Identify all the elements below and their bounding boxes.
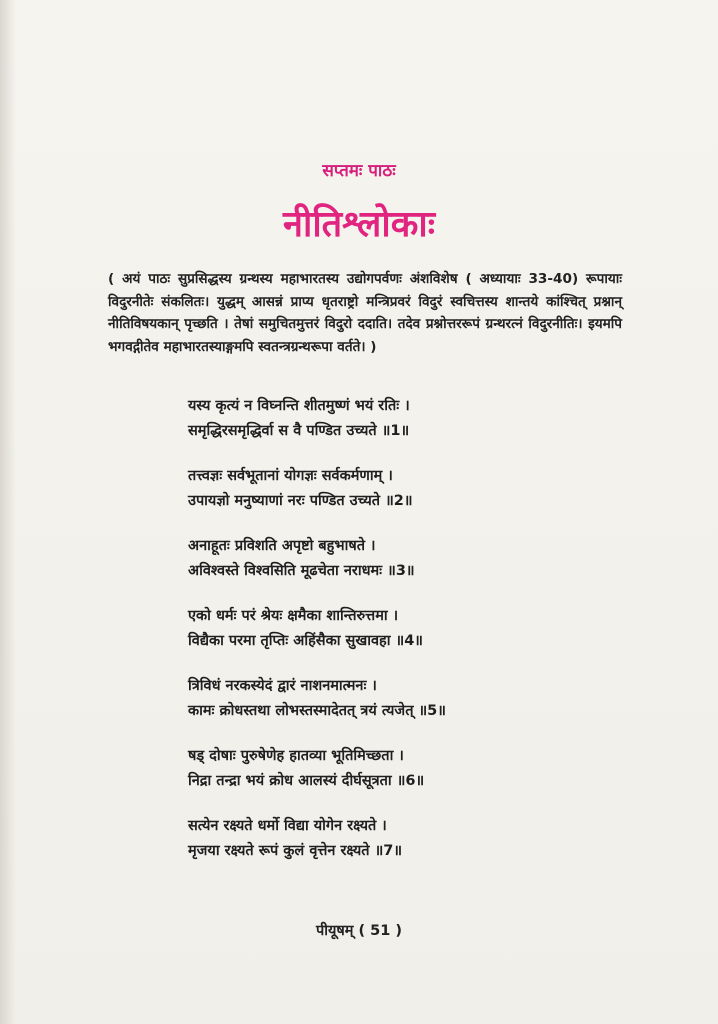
verse-line: समृद्धिरसमृद्धिर्वा स वै पण्डित उच्यते ॥1॥ (188, 423, 410, 439)
verse-2 (188, 464, 548, 514)
lesson-introduction: ( अयं पाठः सुप्रसिद्धस्य ग्रन्थस्य महाभारतस्य उद्योगपर्वणः अंशविशेष ( अध्यायाः 33-40) रूपायाः विदुरनीतेः संकलितः। युद्धम् आसन्नं प्राप्य धृतराष्ट्रो मन्त्रिप्रवरं विदुरं स्वचित्तस्य शान्तये कांश्चित् प्रश्नान् नीतिविषयकान् पृच्छति । तेषां समुचितमुत्तरं विदुरो ददाति। तदेव प्रश्नोत्तररूपं ग्रन्थरत्नं विदुरनीतिः। इयमपि भगवद्गीतेव महाभारतस्याङ्गमपि स्वतन्त्रग्रन्थरूपा वर्तते। ) (108, 271, 622, 355)
verse-line: विद्यैका परमा तृप्तिः अहिंसैका सुखावहा ॥4॥ (188, 633, 423, 649)
verse-list (188, 394, 548, 884)
verse-line: षड् दोषाः पुरुषेणेह हातव्या भूतिमिच्छता । (188, 748, 404, 764)
verse-line: उपायज्ञो मनुष्याणां नरः पण्डित उच्यते ॥2॥ (188, 493, 413, 509)
verse-1 (188, 394, 548, 444)
verse-line: त्रिविधं नरकस्येदं द्वारं नाशनमात्मनः । (188, 678, 377, 694)
verse-line: सत्येन रक्ष्यते धर्मो विद्या योगेन रक्ष्यते । (188, 818, 387, 834)
verse-line: मृजया रक्ष्यते रूपं कुलं वृत्तेन रक्ष्यते ॥7॥ (188, 843, 403, 859)
verse-line: तत्त्वज्ञः सर्वभूतानां योगज्ञः सर्वकर्मणाम् । (188, 468, 393, 484)
verse-5 (188, 674, 548, 724)
verse-line: अविश्वस्ते विश्वसिति मूढचेता नराधमः ॥3॥ (188, 563, 415, 579)
verse-line: अनाहूतः प्रविशति अपृष्टो बहुभाषते । (188, 538, 376, 554)
verse-line: कामः क्रोधस्तथा लोभस्तस्मादेतत् त्रयं त्यजेत् ॥5॥ (188, 703, 446, 719)
verse-3 (188, 534, 548, 584)
page-footer: पीयूषम् ( 51 ) (315, 923, 403, 939)
verse-line: यस्य कृत्यं न विघ्नन्ति शीतमुष्णं भयं रतिः । (188, 398, 410, 414)
verse-line: निद्रा तन्द्रा भयं क्रोध आलस्यं दीर्घसूत्रता ॥6॥ (188, 773, 425, 789)
lesson-number: सप्तमः पाठः (322, 161, 396, 181)
lesson-title: नीतिश्लोकाः (283, 204, 435, 245)
page-crease (0, 0, 16, 1024)
verse-4 (188, 604, 548, 654)
verse-6 (188, 744, 548, 794)
verse-7 (188, 814, 548, 864)
verse-line: एको धर्मः परं श्रेयः क्षमैका शान्तिरुत्तमा । (188, 608, 399, 624)
